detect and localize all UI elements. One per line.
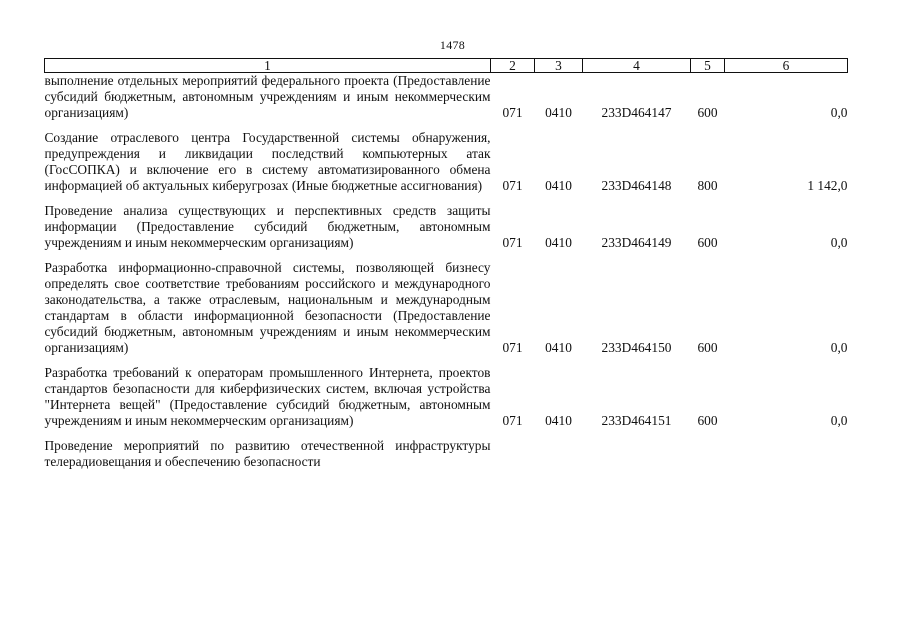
row-target-article: 233D464150 — [601, 340, 672, 355]
row-amount: 0,0 — [830, 105, 848, 120]
row-spacer — [45, 121, 848, 130]
row-section-code: 0410 — [545, 340, 572, 355]
row-expense-type: 600 — [697, 105, 718, 120]
row-ministry-code — [491, 438, 535, 470]
row-amount — [725, 438, 848, 470]
row-section-code: 0410 — [545, 178, 572, 193]
table-row — [45, 130, 848, 194]
row-spacer — [45, 194, 848, 203]
row-amount: 0,0 — [830, 235, 848, 250]
row-spacer — [45, 429, 848, 438]
row-description: Проведение анализа существующих и перспективных средств защиты информации (Предоставление субсидий бюджетным, автономным учреждениям и иным некоммерческим организациям) — [44, 203, 491, 250]
row-target-article: 233D464149 — [601, 235, 672, 250]
column-header-6: 6 — [725, 59, 848, 73]
row-section-code: 0410 — [545, 235, 572, 250]
row-description: выполнение отдельных мероприятий федерального проекта (Предоставление субсидий бюджетным, автономным учреждениям и иным некоммерческим организациям) — [44, 73, 491, 120]
column-header-1: 1 — [45, 59, 491, 73]
table-row — [45, 438, 848, 470]
row-expense-type: 600 — [697, 235, 718, 250]
column-header-3: 3 — [535, 59, 583, 73]
row-target-article: 233D464147 — [601, 105, 672, 120]
row-spacer — [45, 356, 848, 365]
header-row — [45, 59, 848, 73]
row-ministry-code: 071 — [502, 178, 523, 193]
table-row — [45, 73, 848, 122]
row-section-code: 0410 — [545, 105, 572, 120]
row-spacer — [45, 251, 848, 260]
row-section-code: 0410 — [545, 413, 572, 428]
row-ministry-code: 071 — [502, 413, 523, 428]
budget-table — [44, 58, 848, 470]
table-body — [45, 73, 848, 471]
row-description: Разработка требований к операторам промышленного Интернета, проектов стандартов безопасности для киберфизических систем, включая устройства "Интернета вещей" (Предоставление субсидий бюджетным, автономным учреждениям и иным некоммерческим организациям) — [44, 365, 491, 428]
column-header-4: 4 — [583, 59, 691, 73]
column-header-5: 5 — [691, 59, 725, 73]
table-row — [45, 260, 848, 356]
table-row — [45, 203, 848, 251]
row-target-article: 233D464151 — [601, 413, 672, 428]
column-header-2: 2 — [491, 59, 535, 73]
row-expense-type: 600 — [697, 413, 718, 428]
row-amount: 0,0 — [830, 340, 848, 355]
row-target-article: 233D464148 — [601, 178, 672, 193]
row-amount: 1 142,0 — [807, 178, 848, 193]
row-expense-type: 600 — [697, 340, 718, 355]
row-description: Разработка информационно-справочной системы, позволяющей бизнесу определять свое соответствие требованиям российского и международного законодательства, а также отраслевым, национальным и международным стандартам в области информационной безопасности (Предоставление субсидий бюджетным, автономным учреждениям и иным некоммерческим организациям) — [44, 260, 491, 355]
row-amount: 0,0 — [830, 413, 848, 428]
row-section-code — [535, 438, 583, 470]
table-row — [45, 365, 848, 429]
page-number: 1478 — [439, 38, 466, 52]
row-ministry-code: 071 — [502, 105, 523, 120]
row-ministry-code: 071 — [502, 235, 523, 250]
row-target-article — [583, 438, 691, 470]
row-ministry-code: 071 — [502, 340, 523, 355]
row-description: Проведение мероприятий по развитию отечественной инфраструктуры телерадиовещания и обеспечению безопасности — [44, 438, 491, 469]
table-header — [45, 59, 848, 73]
row-expense-type — [691, 438, 725, 470]
row-description: Создание отраслевого центра Государственной системы обнаружения, предупреждения и ликвидации последствий компьютерных атак (ГосСОПКА) и включение его в систему автоматизированного обмена информацией об актуальных киберугрозах (Иные бюджетные ассигнования) — [44, 130, 491, 193]
row-expense-type: 800 — [697, 178, 718, 193]
